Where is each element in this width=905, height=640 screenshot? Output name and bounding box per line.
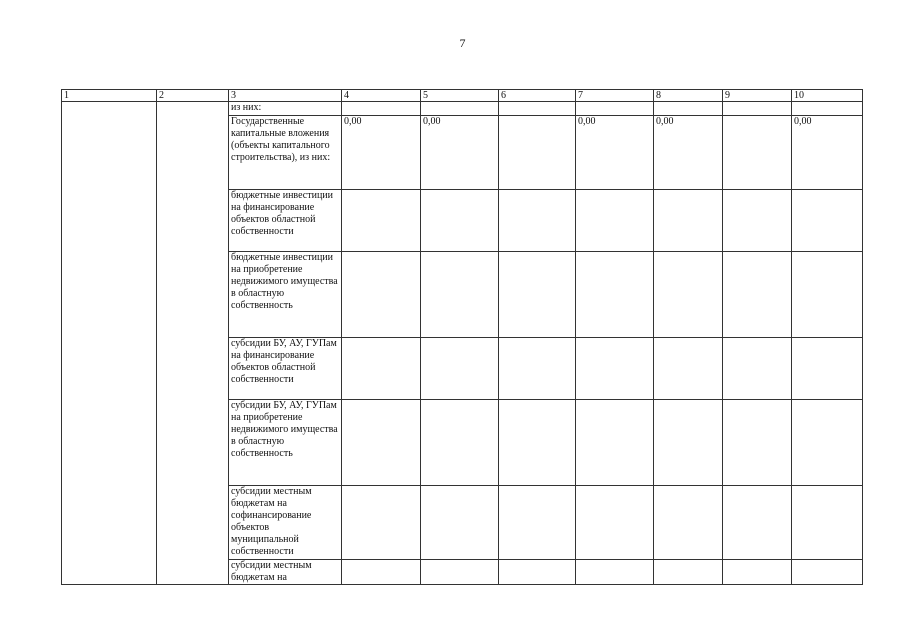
column-number: 5 — [421, 90, 499, 102]
page-number: 7 — [459, 36, 466, 50]
table-cell — [499, 102, 576, 116]
table-cell — [654, 102, 723, 116]
value-cell — [792, 560, 863, 585]
column-number: 7 — [576, 90, 654, 102]
value-cell: 0,00 — [421, 116, 499, 190]
value-cell — [342, 190, 421, 252]
merged-column-2-cell — [157, 102, 229, 585]
value-cell — [723, 400, 792, 486]
table-cell — [421, 102, 499, 116]
value-cell — [723, 560, 792, 585]
value-cell — [342, 486, 421, 560]
value-cell — [792, 252, 863, 338]
subheader-cell: из них: — [229, 102, 342, 116]
value-cell: 0,00 — [792, 116, 863, 190]
table-cell — [576, 102, 654, 116]
value-cell — [421, 486, 499, 560]
value-cell — [576, 560, 654, 585]
value-cell — [576, 338, 654, 400]
column-number-row — [62, 90, 863, 102]
value-cell — [792, 400, 863, 486]
value-cell — [499, 400, 576, 486]
value-cell — [654, 560, 723, 585]
value-cell — [499, 190, 576, 252]
value-cell — [723, 190, 792, 252]
value-cell — [654, 338, 723, 400]
column-number: 10 — [792, 90, 863, 102]
table-cell — [723, 102, 792, 116]
table-row — [62, 102, 863, 116]
column-number: 6 — [499, 90, 576, 102]
row-label: субсидии местным бюджетам на — [229, 560, 342, 585]
column-number: 2 — [157, 90, 229, 102]
row-label: Государственные капитальные вложения (объекты капитального строительства), из них: — [229, 116, 342, 190]
value-cell — [576, 400, 654, 486]
value-cell — [723, 252, 792, 338]
value-cell — [654, 400, 723, 486]
column-number: 8 — [654, 90, 723, 102]
value-cell — [792, 190, 863, 252]
row-label: субсидии местным бюджетам на софинансирование объектов муниципальной собственности — [229, 486, 342, 560]
value-cell — [576, 190, 654, 252]
value-cell — [421, 560, 499, 585]
table-cell — [342, 102, 421, 116]
value-cell — [576, 252, 654, 338]
row-label: субсидии БУ, АУ, ГУПам на приобретение недвижимого имущества в областную собственность — [229, 400, 342, 486]
value-cell — [499, 338, 576, 400]
column-number: 9 — [723, 90, 792, 102]
value-cell — [499, 486, 576, 560]
budget-table — [61, 89, 863, 585]
value-cell — [654, 190, 723, 252]
merged-column-1-cell — [62, 102, 157, 585]
value-cell — [499, 560, 576, 585]
table-cell — [792, 102, 863, 116]
value-cell — [723, 338, 792, 400]
value-cell — [723, 486, 792, 560]
value-cell — [576, 486, 654, 560]
value-cell — [654, 486, 723, 560]
column-number: 3 — [229, 90, 342, 102]
value-cell — [792, 338, 863, 400]
value-cell — [421, 338, 499, 400]
row-label: бюджетные инвестиции на финансирование объектов областной собственности — [229, 190, 342, 252]
value-cell — [342, 400, 421, 486]
value-cell — [792, 486, 863, 560]
value-cell — [499, 116, 576, 190]
value-cell — [499, 252, 576, 338]
value-cell — [421, 252, 499, 338]
column-number: 4 — [342, 90, 421, 102]
value-cell: 0,00 — [576, 116, 654, 190]
value-cell — [342, 252, 421, 338]
value-cell — [342, 338, 421, 400]
value-cell — [342, 560, 421, 585]
row-label: бюджетные инвестиции на приобретение недвижимого имущества в областную собственность — [229, 252, 342, 338]
column-number: 1 — [62, 90, 157, 102]
value-cell: 0,00 — [342, 116, 421, 190]
value-cell — [421, 400, 499, 486]
value-cell — [654, 252, 723, 338]
value-cell: 0,00 — [654, 116, 723, 190]
row-label: субсидии БУ, АУ, ГУПам на финансирование объектов областной собственности — [229, 338, 342, 400]
value-cell — [723, 116, 792, 190]
value-cell — [421, 190, 499, 252]
